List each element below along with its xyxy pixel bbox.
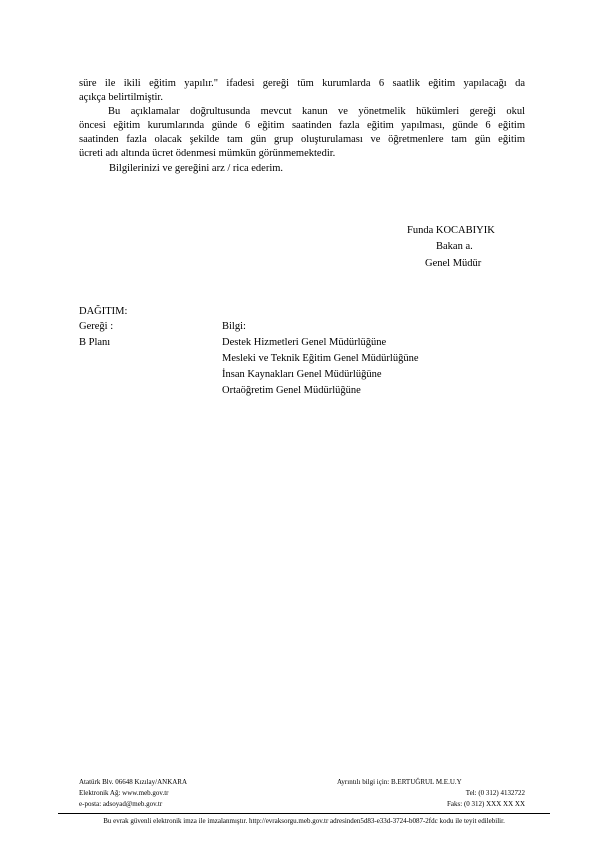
bilgi-item: Destek Hizmetleri Genel Müdürlüğüne <box>222 337 387 348</box>
bilgi-label: Bilgi: <box>222 321 246 332</box>
body-line-5: saatinden fazla olacak şekilde tam gün grup oluşturulaması ve öğretmenlere tam gün eğitim <box>79 134 525 145</box>
body-line-1: süre ile ikili eğitim yapılır." ifadesi gereği tüm kurumlarda 6 saatlik eğitim yapılacağı da <box>79 78 525 89</box>
footer-network: Elektronik Ağ: www.meb.gov.tr <box>79 789 169 797</box>
footer-fax: Faks: (0 312) XXX XX XX <box>447 800 525 808</box>
footer-divider <box>58 813 550 814</box>
closing-line: Bilgilerinizi ve gereğini arz / rica ederim. <box>109 163 284 174</box>
body-line-2: açıkça belirtilmiştir. <box>79 92 163 103</box>
bilgi-item: Mesleki ve Teknik Eğitim Genel Müdürlüğüne <box>222 353 419 364</box>
gereği-value: B Planı <box>79 337 111 348</box>
footer-address: Atatürk Blv. 06648 Kızılay/ANKARA <box>79 778 188 786</box>
footer-tel: Tel: (0 312) 4132722 <box>465 789 525 797</box>
body-line-6: ücreti adı altında ücret ödenmesi mümkün görünmemektedir. <box>79 148 336 159</box>
footer-contact: Ayrıntılı bilgi için: B.ERTUĞRUL M.E.U.Y <box>337 778 462 786</box>
body-line-3: Bu açıklamalar doğrultusunda mevcut kanun ve yönetmelik hükümleri gereği okul <box>108 106 525 117</box>
verification-note: Bu evrak güvenli elektronik imza ile imzalanmıştır. http://evraksorgu.meb.gov.tr adresinden5d83-e33d-3724-b087-2fdc kodu ile teyit edilebilir. <box>103 817 505 825</box>
bilgi-item: İnsan Kaynakları Genel Müdürlüğüne <box>222 369 382 380</box>
gereği-label: Gereği : <box>79 321 114 332</box>
signer-name: Funda KOCABIYIK <box>407 225 495 236</box>
distribution-heading: DAĞITIM: <box>79 306 128 317</box>
footer-email: e-posta: adsoyad@meb.gov.tr <box>79 800 163 808</box>
bilgi-item: Ortaöğretim Genel Müdürlüğüne <box>222 385 361 396</box>
signer-title-1: Bakan a. <box>436 241 473 252</box>
signer-title-2: Genel Müdür <box>425 258 482 269</box>
body-line-4: öncesi eğitim kurumlarında günde 6 eğitim saatinden fazla eğitim yapılması, günde 6 eğitim <box>79 120 525 131</box>
